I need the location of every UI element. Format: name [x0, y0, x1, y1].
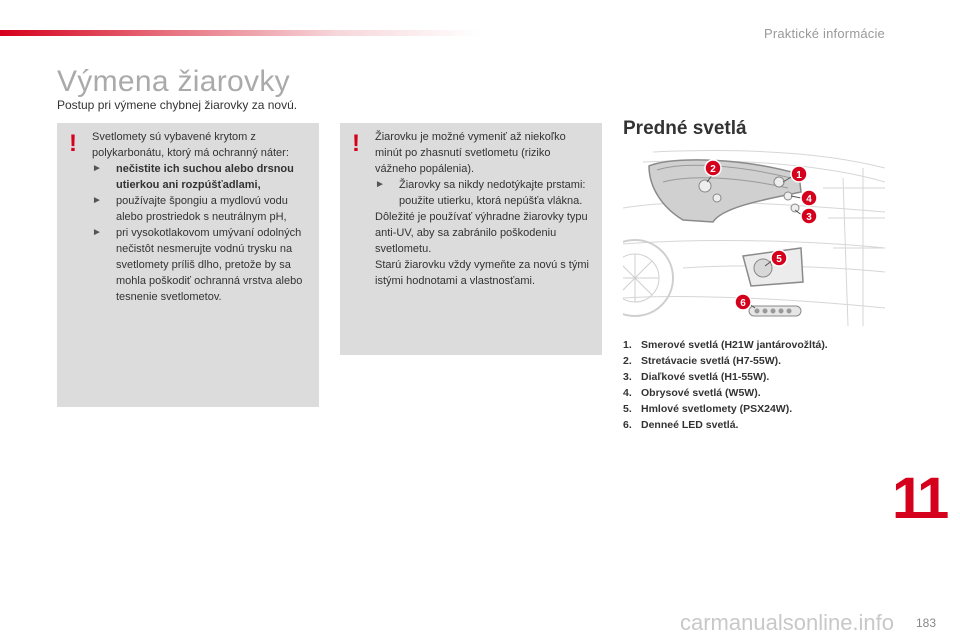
- bullet-marker-icon: ►: [375, 179, 385, 190]
- warning-text: [375, 129, 594, 289]
- list-item: 5. Hmlové svetlomety (PSX24W).: [623, 403, 793, 415]
- list-item: ► nečistite ich suchou alebo drsnou utierkou ani rozpúšťadlami,: [92, 163, 294, 191]
- svg-text:4: 4: [806, 194, 812, 205]
- callout-2: [705, 160, 721, 176]
- headlight-diagram: [623, 148, 885, 326]
- section-title: Praktické informácie: [763, 26, 885, 41]
- bulb-legend: [623, 337, 828, 433]
- chapter-number: 11: [892, 466, 946, 531]
- svg-text:2: 2: [710, 164, 716, 175]
- callout-3: [801, 208, 817, 224]
- warning-box-bulb-handling: [340, 123, 602, 355]
- bullet-marker-icon: ►: [92, 195, 102, 206]
- drl-strip: [749, 306, 801, 316]
- warning-icon: !: [352, 130, 360, 157]
- list-item: 4. Obrysové svetlá (W5W).: [623, 387, 761, 399]
- warning-paragraph: Starú žiarovku vždy vymeňte za novú s tými istými hodnotami a vlastnosťami.: [375, 259, 589, 287]
- list-item: ► Žiarovky sa nikdy nedotýkajte prstami: použite utierku, ktorá nepúšťa vlákna.: [375, 179, 586, 207]
- callout-4: [801, 190, 817, 206]
- bullet-marker-icon: ►: [92, 163, 102, 174]
- warning-text: [92, 129, 311, 305]
- list-item: 2. Stretávacie svetlá (H7-55W).: [623, 355, 782, 367]
- warning-icon: !: [69, 130, 77, 157]
- callout-6: [735, 294, 751, 310]
- list-item: 1. Smerové svetlá (H21W jantárovožltá).: [623, 339, 828, 351]
- list-item: ► pri vysokotlakovom umývaní odolných nečistôt nesmerujte vodnú trysku na svetlomety príliš dlho, pretože by sa mohla poškodiť ochranná vrstva alebo tesnenie svetlometov.: [92, 227, 303, 303]
- warning-paragraph: Dôležité je používať výhradne žiarovky typu anti-UV, aby sa zabránilo poškodeniu svetlometu.: [375, 211, 588, 255]
- list-item: 6. Denneé LED svetlá.: [623, 419, 739, 431]
- page-number: 183: [916, 616, 937, 630]
- warning-intro: Svetlomety sú vybavené krytom z polykarbonátu, ktorý má ochranný náter:: [92, 131, 289, 159]
- bullet-marker-icon: ►: [92, 227, 102, 238]
- svg-text:1: 1: [796, 170, 802, 181]
- callout-5: [771, 250, 787, 266]
- watermark: carmanualsonline.info: [680, 610, 895, 635]
- svg-text:3: 3: [806, 212, 812, 223]
- list-item: ► používajte špongiu a mydlovú vodu alebo prostriedok s neutrálnym pH,: [92, 195, 288, 223]
- svg-text:5: 5: [776, 254, 782, 265]
- warning-box-coating: [57, 123, 319, 407]
- page-title: Výmena žiarovky: [57, 65, 290, 98]
- page-subtitle: Postup pri výmene chybnej žiarovky za novú.: [57, 98, 298, 112]
- svg-text:6: 6: [740, 298, 746, 309]
- list-item: 3. Diaľkové svetlá (H1-55W).: [623, 371, 770, 383]
- warning-intro: Žiarovku je možné vymeniť až niekoľko minút po zhasnutí svetlometu (riziko vážneho popálenia).: [375, 131, 566, 175]
- callout-1: [791, 166, 807, 182]
- front-lights-heading: Predné svetlá: [623, 118, 747, 139]
- header-accent-bar: [0, 30, 480, 36]
